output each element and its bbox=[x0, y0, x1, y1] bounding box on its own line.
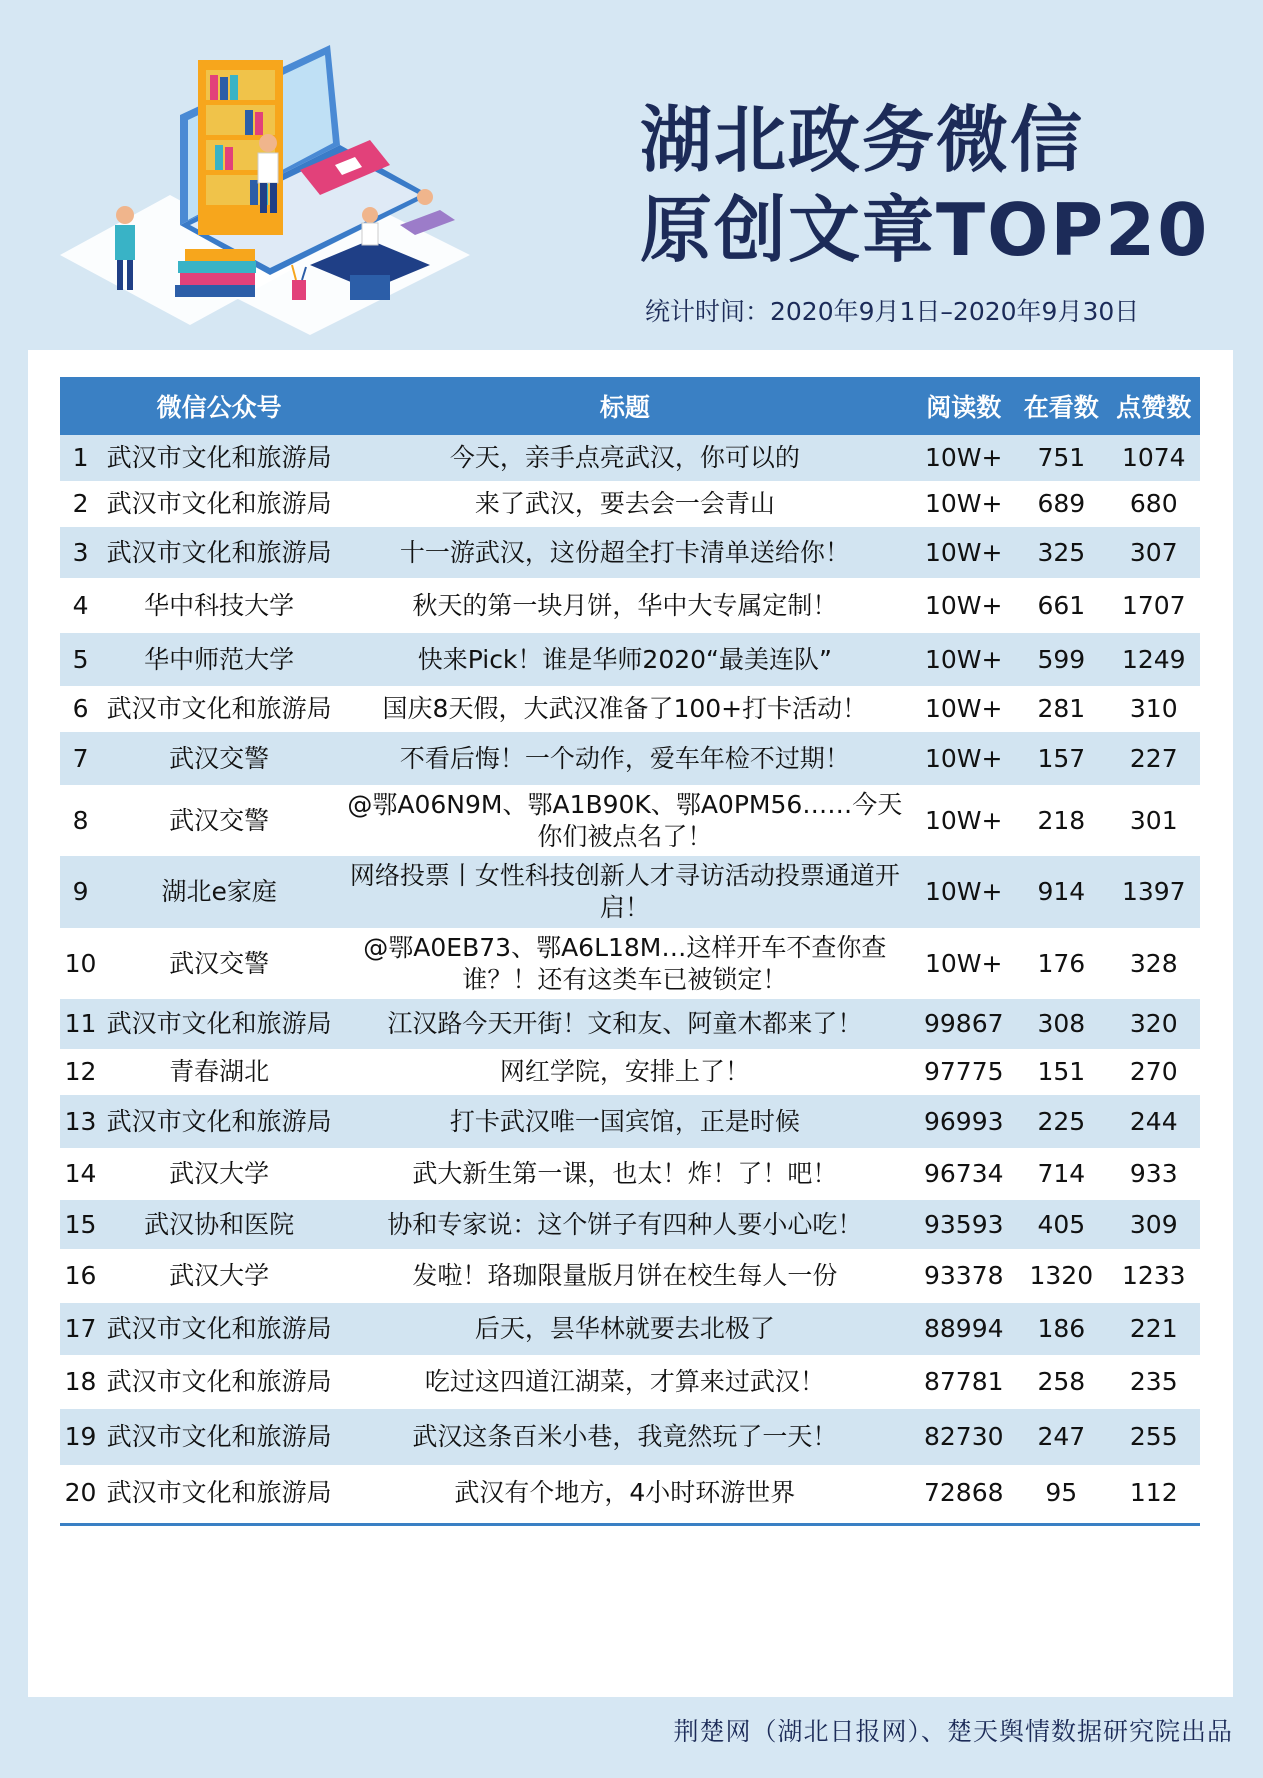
reads-cell: 93378 bbox=[912, 1249, 1015, 1303]
likes-cell: 221 bbox=[1108, 1303, 1200, 1355]
title-cell: 协和专家说：这个饼子有四种人要小心吃！ bbox=[337, 1200, 912, 1249]
table-row bbox=[60, 527, 1200, 578]
title-cell: 武汉有个地方，4小时环游世界 bbox=[337, 1465, 912, 1521]
account-cell: 武汉交警 bbox=[101, 732, 337, 785]
title-cell: 后天，昙华林就要去北极了 bbox=[337, 1303, 912, 1355]
account-cell: 武汉市文化和旅游局 bbox=[101, 435, 337, 481]
reads-cell: 10W+ bbox=[912, 578, 1015, 633]
watching-cell: 258 bbox=[1015, 1355, 1107, 1409]
table-bottom-rule bbox=[60, 1523, 1200, 1526]
rank-cell: 9 bbox=[60, 856, 101, 928]
watching-cell: 281 bbox=[1015, 686, 1107, 732]
watching-cell: 95 bbox=[1015, 1465, 1107, 1521]
reads-cell: 88994 bbox=[912, 1303, 1015, 1355]
title-cell: 来了武汉，要去会一会青山 bbox=[337, 481, 912, 527]
page-title bbox=[640, 95, 1209, 275]
likes-cell: 1074 bbox=[1108, 435, 1200, 481]
table-row bbox=[60, 578, 1200, 633]
likes-cell: 270 bbox=[1108, 1049, 1200, 1095]
reads-cell: 99867 bbox=[912, 999, 1015, 1049]
watching-cell: 176 bbox=[1015, 928, 1107, 999]
watching-cell: 661 bbox=[1015, 578, 1107, 633]
reads-cell: 93593 bbox=[912, 1200, 1015, 1249]
watching-cell: 325 bbox=[1015, 527, 1107, 578]
likes-cell: 328 bbox=[1108, 928, 1200, 999]
watching-cell: 186 bbox=[1015, 1303, 1107, 1355]
rank-cell: 19 bbox=[60, 1409, 101, 1465]
likes-cell: 112 bbox=[1108, 1465, 1200, 1521]
account-cell: 武汉市文化和旅游局 bbox=[101, 686, 337, 732]
account-cell: 武汉市文化和旅游局 bbox=[101, 1095, 337, 1148]
reads-cell: 96993 bbox=[912, 1095, 1015, 1148]
rank-cell: 15 bbox=[60, 1200, 101, 1249]
table-body bbox=[60, 435, 1200, 1521]
table-row bbox=[60, 1303, 1200, 1355]
title-line-2: 原创文章TOP20 bbox=[640, 188, 1210, 272]
table-row bbox=[60, 686, 1200, 732]
likes-cell: 307 bbox=[1108, 527, 1200, 578]
rank-cell: 7 bbox=[60, 732, 101, 785]
rank-cell: 11 bbox=[60, 999, 101, 1049]
account-cell: 武汉交警 bbox=[101, 928, 337, 999]
rank-cell: 20 bbox=[60, 1465, 101, 1521]
account-cell: 武汉市文化和旅游局 bbox=[101, 1409, 337, 1465]
reads-cell: 97775 bbox=[912, 1049, 1015, 1095]
account-cell: 武汉协和医院 bbox=[101, 1200, 337, 1249]
likes-cell: 310 bbox=[1108, 686, 1200, 732]
reads-cell: 10W+ bbox=[912, 481, 1015, 527]
account-cell: 华中师范大学 bbox=[101, 633, 337, 686]
table-row bbox=[60, 928, 1200, 999]
watching-cell: 308 bbox=[1015, 999, 1107, 1049]
rank-cell: 12 bbox=[60, 1049, 101, 1095]
likes-cell: 244 bbox=[1108, 1095, 1200, 1148]
table-row bbox=[60, 856, 1200, 928]
rank-cell: 2 bbox=[60, 481, 101, 527]
likes-cell: 680 bbox=[1108, 481, 1200, 527]
rank-cell: 13 bbox=[60, 1095, 101, 1148]
account-cell: 武汉市文化和旅游局 bbox=[101, 1355, 337, 1409]
watching-cell: 157 bbox=[1015, 732, 1107, 785]
header-likes: 点赞数 bbox=[1108, 377, 1200, 435]
likes-cell: 1233 bbox=[1108, 1249, 1200, 1303]
likes-cell: 320 bbox=[1108, 999, 1200, 1049]
rank-cell: 17 bbox=[60, 1303, 101, 1355]
account-cell: 武汉市文化和旅游局 bbox=[101, 1303, 337, 1355]
rank-cell: 16 bbox=[60, 1249, 101, 1303]
title-cell: 网络投票丨女性科技创新人才寻访活动投票通道开启！ bbox=[337, 856, 912, 928]
likes-cell: 1249 bbox=[1108, 633, 1200, 686]
rank-cell: 6 bbox=[60, 686, 101, 732]
likes-cell: 255 bbox=[1108, 1409, 1200, 1465]
reads-cell: 10W+ bbox=[912, 686, 1015, 732]
title-cell: 今天，亲手点亮武汉，你可以的 bbox=[337, 435, 912, 481]
reads-cell: 10W+ bbox=[912, 928, 1015, 999]
rank-cell: 14 bbox=[60, 1148, 101, 1200]
account-cell: 武汉市文化和旅游局 bbox=[101, 999, 337, 1049]
rank-cell: 5 bbox=[60, 633, 101, 686]
likes-cell: 1397 bbox=[1108, 856, 1200, 928]
table-row bbox=[60, 633, 1200, 686]
watching-cell: 751 bbox=[1015, 435, 1107, 481]
rank-cell: 3 bbox=[60, 527, 101, 578]
rank-cell: 4 bbox=[60, 578, 101, 633]
title-line-1: 湖北政务微信 bbox=[640, 98, 1085, 182]
title-cell: 吃过这四道江湖菜，才算来过武汉！ bbox=[337, 1355, 912, 1409]
likes-cell: 309 bbox=[1108, 1200, 1200, 1249]
watching-cell: 914 bbox=[1015, 856, 1107, 928]
table-row bbox=[60, 1355, 1200, 1409]
account-cell: 武汉市文化和旅游局 bbox=[101, 481, 337, 527]
watching-cell: 247 bbox=[1015, 1409, 1107, 1465]
likes-cell: 235 bbox=[1108, 1355, 1200, 1409]
header-reads: 阅读数 bbox=[912, 377, 1015, 435]
table-row bbox=[60, 1409, 1200, 1465]
title-cell: 十一游武汉，这份超全打卡清单送给你！ bbox=[337, 527, 912, 578]
table-row bbox=[60, 1095, 1200, 1148]
library-illustration bbox=[50, 25, 520, 365]
account-cell: 湖北e家庭 bbox=[101, 856, 337, 928]
table-header-row bbox=[60, 377, 1200, 435]
ranking-card bbox=[28, 350, 1233, 1697]
likes-cell: 1707 bbox=[1108, 578, 1200, 633]
reads-cell: 10W+ bbox=[912, 856, 1015, 928]
table-row bbox=[60, 1249, 1200, 1303]
account-cell: 武汉交警 bbox=[101, 785, 337, 856]
title-cell: 江汉路今天开街！文和友、阿童木都来了！ bbox=[337, 999, 912, 1049]
header-rank bbox=[60, 377, 101, 435]
watching-cell: 714 bbox=[1015, 1148, 1107, 1200]
watching-cell: 225 bbox=[1015, 1095, 1107, 1148]
title-cell: 国庆8天假，大武汉准备了100+打卡活动！ bbox=[337, 686, 912, 732]
watching-cell: 151 bbox=[1015, 1049, 1107, 1095]
account-cell: 青春湖北 bbox=[101, 1049, 337, 1095]
reads-cell: 10W+ bbox=[912, 785, 1015, 856]
title-cell: 打卡武汉唯一国宾馆，正是时候 bbox=[337, 1095, 912, 1148]
reads-cell: 10W+ bbox=[912, 527, 1015, 578]
account-cell: 武汉市文化和旅游局 bbox=[101, 1465, 337, 1521]
footer-credit: 荆楚网（湖北日报网）、楚天舆情数据研究院出品 bbox=[673, 1717, 1233, 1746]
title-cell: 网红学院，安排上了！ bbox=[337, 1049, 912, 1095]
reads-cell: 82730 bbox=[912, 1409, 1015, 1465]
table-row bbox=[60, 435, 1200, 481]
account-cell: 武汉市文化和旅游局 bbox=[101, 527, 337, 578]
header-watching: 在看数 bbox=[1015, 377, 1107, 435]
table-row bbox=[60, 1200, 1200, 1249]
account-cell: 武汉大学 bbox=[101, 1148, 337, 1200]
watching-cell: 405 bbox=[1015, 1200, 1107, 1249]
title-cell: 快来Pick！谁是华师2020“最美连队” bbox=[337, 633, 912, 686]
title-cell: @鄂A0EB73、鄂A6L18M…这样开车不查你查谁？！还有这类车已被锁定！ bbox=[337, 928, 912, 999]
table-row bbox=[60, 1465, 1200, 1521]
ranking-table bbox=[60, 377, 1200, 1521]
title-cell: 武汉这条百米小巷，我竟然玩了一天！ bbox=[337, 1409, 912, 1465]
table-row bbox=[60, 732, 1200, 785]
table-row bbox=[60, 999, 1200, 1049]
reads-cell: 96734 bbox=[912, 1148, 1015, 1200]
title-cell: 发啦！珞珈限量版月饼在校生每人一份 bbox=[337, 1249, 912, 1303]
likes-cell: 301 bbox=[1108, 785, 1200, 856]
title-cell: @鄂A06N9M、鄂A1B90K、鄂A0PM56……今天你们被点名了！ bbox=[337, 785, 912, 856]
table-row bbox=[60, 1148, 1200, 1200]
reads-cell: 10W+ bbox=[912, 732, 1015, 785]
rank-cell: 18 bbox=[60, 1355, 101, 1409]
likes-cell: 933 bbox=[1108, 1148, 1200, 1200]
header-title: 标题 bbox=[337, 377, 912, 435]
rank-cell: 8 bbox=[60, 785, 101, 856]
watching-cell: 218 bbox=[1015, 785, 1107, 856]
likes-cell: 227 bbox=[1108, 732, 1200, 785]
watching-cell: 599 bbox=[1015, 633, 1107, 686]
watching-cell: 1320 bbox=[1015, 1249, 1107, 1303]
title-cell: 武大新生第一课，也太！炸！了！吧！ bbox=[337, 1148, 912, 1200]
rank-cell: 10 bbox=[60, 928, 101, 999]
reads-cell: 87781 bbox=[912, 1355, 1015, 1409]
table-row bbox=[60, 785, 1200, 856]
reads-cell: 10W+ bbox=[912, 435, 1015, 481]
statistics-period: 统计时间：2020年9月1日–2020年9月30日 bbox=[645, 297, 1140, 326]
rank-cell: 1 bbox=[60, 435, 101, 481]
account-cell: 武汉大学 bbox=[101, 1249, 337, 1303]
table-row bbox=[60, 1049, 1200, 1095]
title-cell: 秋天的第一块月饼，华中大专属定制！ bbox=[337, 578, 912, 633]
account-cell: 华中科技大学 bbox=[101, 578, 337, 633]
table-row bbox=[60, 481, 1200, 527]
watching-cell: 689 bbox=[1015, 481, 1107, 527]
header-account: 微信公众号 bbox=[101, 377, 337, 435]
reads-cell: 10W+ bbox=[912, 633, 1015, 686]
title-cell: 不看后悔！一个动作，爱车年检不过期！ bbox=[337, 732, 912, 785]
reads-cell: 72868 bbox=[912, 1465, 1015, 1521]
